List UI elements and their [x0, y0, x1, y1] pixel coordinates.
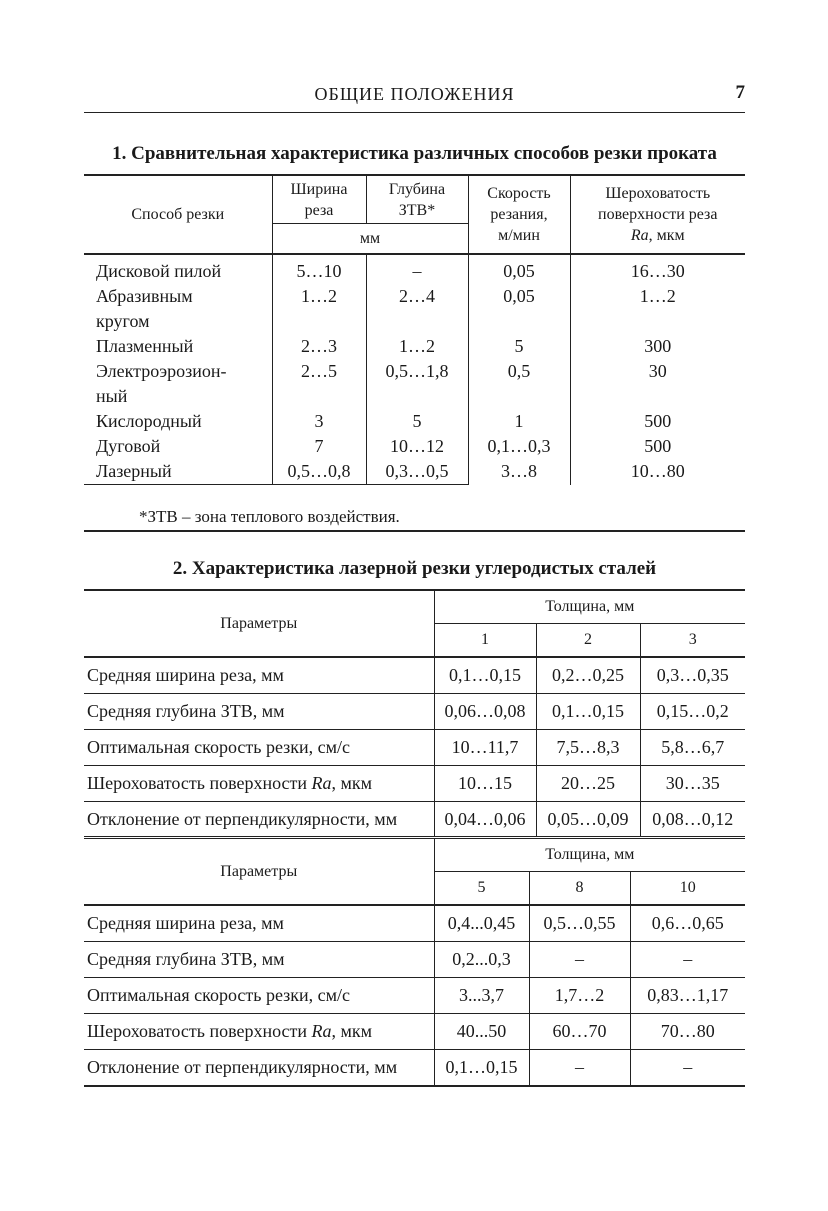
laser-cutting-table-part2	[84, 836, 745, 1087]
table-row	[84, 657, 745, 694]
cutting-speed: 5	[468, 334, 570, 359]
param-name: Средняя глубина ЗТВ, мм	[84, 694, 434, 730]
value-cell: 7,5…8,3	[536, 730, 640, 766]
value-cell: 20…25	[536, 766, 640, 802]
method-name: Плазменный	[96, 336, 194, 356]
value-cell: 0,83…1,17	[630, 978, 745, 1014]
param-name: Отклонение от перпендикулярности, мм	[87, 809, 398, 829]
table-row	[84, 284, 745, 334]
cutting-speed: 0,5	[468, 359, 570, 409]
page-number: 7	[735, 82, 745, 103]
method-name: Электроэрозион- ный	[96, 361, 227, 406]
laser-cutting-table-part1	[84, 589, 745, 837]
running-head	[84, 82, 745, 113]
value-cell: 0,6…0,65	[630, 905, 745, 942]
table-row	[84, 359, 745, 409]
value-cell: 1,7…2	[529, 978, 630, 1014]
table-row	[84, 942, 745, 978]
method-name: Кислородный	[96, 411, 202, 431]
header-method: Способ резки	[84, 175, 272, 254]
roughness: 1…2	[570, 284, 745, 334]
cutting-methods-table	[84, 174, 745, 485]
method-name: Лазерный	[84, 459, 272, 485]
haz-depth: 2…4	[366, 284, 468, 334]
footnote-text: *ЗТВ – зона теплового воздействия.	[139, 507, 400, 526]
value-cell: 40...50	[434, 1014, 529, 1050]
haz-depth: 1…2	[366, 334, 468, 359]
header-thickness: Толщина, мм	[434, 838, 745, 872]
roughness: 10…80	[570, 459, 745, 485]
table-row	[84, 434, 745, 459]
thickness-col: 3	[640, 624, 745, 658]
value-cell: –	[630, 942, 745, 978]
running-title: ОБЩИЕ ПОЛОЖЕНИЯ	[314, 84, 515, 104]
method-name: Дуговой	[96, 436, 161, 456]
thickness-col: 8	[529, 872, 630, 906]
table1-footnote	[84, 501, 745, 532]
haz-depth: 0,3…0,5	[366, 459, 468, 485]
cut-width: 2…3	[272, 334, 366, 359]
value-cell: 70…80	[630, 1014, 745, 1050]
table-row	[84, 334, 745, 359]
thickness-col: 10	[630, 872, 745, 906]
param-name: Средняя ширина реза, мм	[84, 905, 434, 942]
header-width: Ширина реза	[272, 175, 366, 224]
value-cell: 0,2...0,3	[434, 942, 529, 978]
value-cell: –	[529, 1050, 630, 1087]
header-unit: мм	[272, 224, 468, 254]
table-row	[84, 978, 745, 1014]
header-speed: Скорость резания, м/мин	[468, 175, 570, 254]
value-cell: 10…15	[434, 766, 536, 802]
roughness: 300	[570, 334, 745, 359]
param-name: Шероховатость поверхности Ra, мкм	[84, 1014, 434, 1050]
value-cell: 3...3,7	[434, 978, 529, 1014]
value-cell: –	[630, 1050, 745, 1087]
value-cell: 0,2…0,25	[536, 657, 640, 694]
header-roughness: Шероховатость поверхности реза Ra, мкм	[570, 175, 745, 254]
roughness: 16…30	[570, 254, 745, 284]
value-cell: 0,5…0,55	[529, 905, 630, 942]
table2-caption: 2. Характеристика лазерной резки углеродистых сталей	[172, 558, 657, 579]
method-name: Дисковой пилой	[96, 261, 222, 281]
haz-depth: 10…12	[366, 434, 468, 459]
table1-caption: 1. Сравнительная характеристика различных способов резки проката	[112, 143, 717, 164]
table-row	[84, 905, 745, 942]
table-row	[84, 1014, 745, 1050]
header-parameters: Параметры	[84, 838, 434, 906]
cut-width: 5…10	[272, 254, 366, 284]
table-row	[84, 766, 745, 802]
value-cell: 0,1…0,15	[434, 1050, 529, 1087]
value-cell: 0,1…0,15	[434, 657, 536, 694]
cutting-speed: 1	[468, 409, 570, 434]
table-row	[84, 694, 745, 730]
value-cell: 60…70	[529, 1014, 630, 1050]
cutting-speed: 3…8	[468, 459, 570, 485]
table-row	[84, 1050, 745, 1087]
table-row	[84, 730, 745, 766]
table-row	[84, 254, 745, 284]
value-cell: 0,04…0,06	[434, 802, 536, 838]
header-depth: Глубина ЗТВ*	[366, 175, 468, 224]
cut-width: 2…5	[272, 359, 366, 409]
cut-width: 3	[272, 409, 366, 434]
roughness: 500	[570, 409, 745, 434]
cutting-speed: 0,05	[468, 284, 570, 334]
table-row	[84, 409, 745, 434]
cutting-speed: 0,05	[468, 254, 570, 284]
value-cell: 5,8…6,7	[640, 730, 745, 766]
haz-depth: 5	[366, 409, 468, 434]
thickness-col: 2	[536, 624, 640, 658]
value-cell: 10…11,7	[434, 730, 536, 766]
table-row	[84, 459, 745, 485]
value-cell: 0,05…0,09	[536, 802, 640, 838]
value-cell: 0,3…0,35	[640, 657, 745, 694]
param-name: Шероховатость поверхности Ra, мкм	[84, 766, 434, 802]
cut-width: 7	[272, 434, 366, 459]
cutting-speed: 0,1…0,3	[468, 434, 570, 459]
header-thickness: Толщина, мм	[434, 590, 745, 624]
value-cell: 30…35	[640, 766, 745, 802]
param-name: Отклонение от перпендикулярности, мм	[84, 1050, 434, 1087]
value-cell: 0,06…0,08	[434, 694, 536, 730]
cut-width: 1…2	[272, 284, 366, 334]
value-cell: 0,15…0,2	[640, 694, 745, 730]
value-cell: –	[529, 942, 630, 978]
method-name: Абразивным кругом	[96, 286, 193, 331]
value-cell: 0,4...0,45	[434, 905, 529, 942]
table-row	[84, 802, 745, 838]
param-name: Средняя ширина реза, мм	[84, 657, 434, 694]
haz-depth: –	[366, 254, 468, 284]
param-name: Оптимальная скорость резки, см/с	[84, 978, 434, 1014]
roughness: 500	[570, 434, 745, 459]
value-cell: 0,1…0,15	[536, 694, 640, 730]
header-parameters: Параметры	[84, 590, 434, 657]
param-name: Средняя глубина ЗТВ, мм	[84, 942, 434, 978]
roughness: 30	[570, 359, 745, 409]
value-cell: 0,08…0,12	[640, 802, 745, 838]
thickness-col: 1	[434, 624, 536, 658]
haz-depth: 0,5…1,8	[366, 359, 468, 409]
cut-width: 0,5…0,8	[272, 459, 366, 485]
param-name: Оптимальная скорость резки, см/с	[84, 730, 434, 766]
thickness-col: 5	[434, 872, 529, 906]
